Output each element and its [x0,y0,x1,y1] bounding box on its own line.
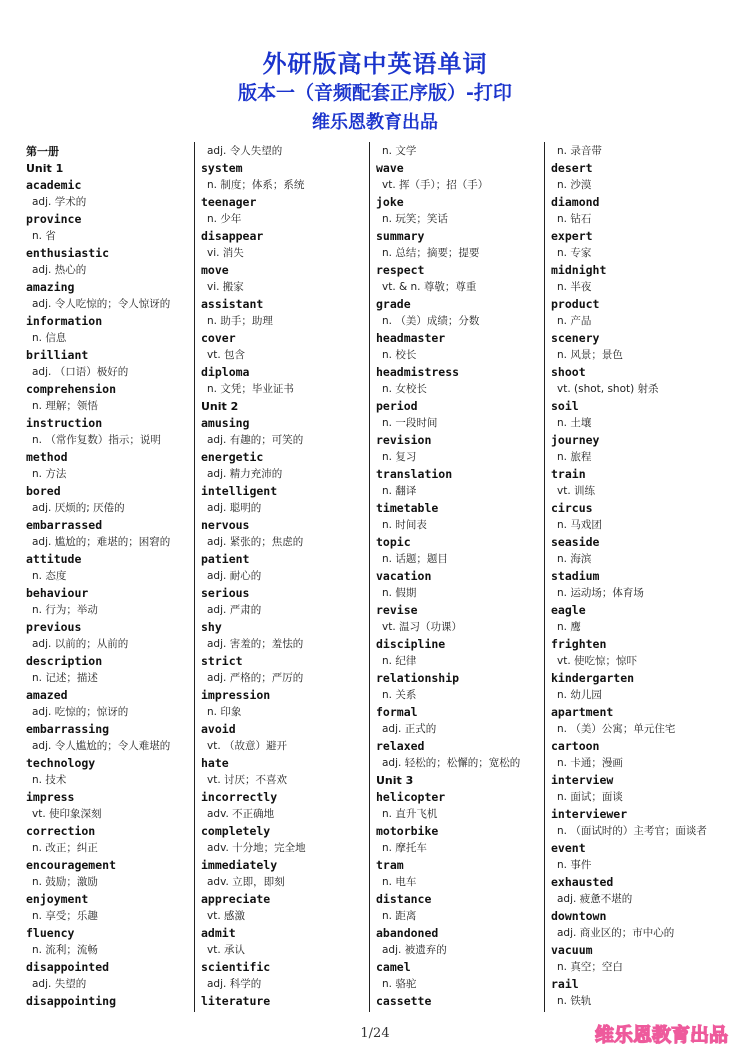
vocab-meaning: n. 距离 [382,910,417,922]
vocab-word: intelligent [201,484,278,498]
vocab-meaning: n. （常作复数）指示；说明 [32,434,161,446]
vocab-meaning: n. （美）公寓；单元住宅 [557,723,676,735]
vocab-meaning: n. 信息 [32,332,67,344]
vocab-meaning: adj. 疲惫不堪的 [557,893,633,905]
vocab-word: translation [376,467,453,481]
vocab-word: method [26,450,68,464]
vocab-meaning: n. （美）成绩；分数 [382,315,480,327]
vocab-meaning: adj. 紧张的；焦虑的 [207,536,304,548]
vocab-meaning: n. 校长 [382,349,417,361]
vocab-meaning: adj. 失望的 [32,978,87,990]
vocab-word: headmistress [376,365,460,379]
vocab-word: abandoned [376,926,439,940]
vocab-column-4 [551,143,721,1010]
vocab-meaning: vt. 讨厌；不喜欢 [207,774,288,786]
vocab-meaning: n. 总结；摘要；提要 [382,247,480,259]
vocab-meaning: adj. 科学的 [207,978,262,990]
vocab-meaning: n. 改正；纠正 [32,842,98,854]
vocab-meaning: n. 海滨 [557,553,592,565]
vocab-meaning: n. 复习 [382,451,417,463]
vocab-meaning: n. 省 [32,230,56,242]
vocab-meaning: n. 事件 [557,859,592,871]
vocab-meaning: n. 专家 [557,247,592,259]
vocab-word: soil [551,399,579,413]
vocab-word: description [26,654,103,668]
vocab-word: energetic [201,450,264,464]
vocab-word: tram [376,858,404,872]
vocab-word: circus [551,501,593,515]
vocab-meaning: n. 产品 [557,315,592,327]
vocab-meaning: vt. 挥（手）；招（手） [382,179,489,191]
vocab-word: vacuum [551,943,593,957]
vocab-meaning: n. 半夜 [557,281,592,293]
vocab-word: immediately [201,858,278,872]
vocab-word: scenery [551,331,600,345]
vocab-meaning: n. 制度；体系；系统 [207,179,305,191]
vocab-column-1 [26,143,196,1010]
vocab-word: move [201,263,229,277]
vocab-meaning: n. 幼儿园 [557,689,602,701]
vocab-word: embarrassing [26,722,110,736]
vocab-meaning: n. 钻石 [557,213,592,225]
vocab-meaning: n. 理解；领悟 [32,400,98,412]
vocab-word: teenager [201,195,257,209]
vocab-word: embarrassed [26,518,103,532]
vocab-word: product [551,297,600,311]
vocab-meaning: adj. 商业区的；市中心的 [557,927,675,939]
vocab-word: discipline [376,637,446,651]
vocab-word: impress [26,790,75,804]
vocab-meaning: n. 技术 [32,774,67,786]
vocab-word: motorbike [376,824,439,838]
vocab-word: attitude [26,552,82,566]
vocab-meaning: n. 沙漠 [557,179,592,191]
vocab-word: cover [201,331,236,345]
vocab-word: topic [376,535,411,549]
vocab-word: exhausted [551,875,614,889]
vocab-meaning: n. 记述；描述 [32,672,98,684]
vocab-meaning: adj. 令人失望的 [207,145,283,157]
vocab-meaning: n. 真空；空白 [557,961,623,973]
vocab-word: shy [201,620,222,634]
vocab-meaning: adj. 轻松的；松懈的；宽松的 [382,757,521,769]
vocab-word: timetable [376,501,439,515]
vocab-word: shoot [551,365,586,379]
vocab-word: strict [201,654,243,668]
vocab-meaning: vt. 使吃惊；惊吓 [557,655,638,667]
vocab-meaning: adj. （口语）极好的 [32,366,129,378]
vocab-word: scientific [201,960,271,974]
vocab-word: disappointed [26,960,110,974]
vocab-meaning: adj. 精力充沛的 [207,468,283,480]
vocab-word: completely [201,824,271,838]
vocab-word: distance [376,892,432,906]
vocab-word: encouragement [26,858,117,872]
vocab-word: bored [26,484,61,498]
vocab-word: hate [201,756,229,770]
vocab-meaning: adj. 以前的；从前的 [32,638,129,650]
vocab-meaning: n. （面试时的）主考官；面谈者 [557,825,707,837]
vocab-word: literature [201,994,271,1008]
vocab-word: journey [551,433,600,447]
vocab-word: frighten [551,637,607,651]
vocab-word: assistant [201,297,264,311]
vocab-meaning: n. 马戏团 [557,519,602,531]
vocab-meaning: n. 翻译 [382,485,417,497]
vocab-word: information [26,314,103,328]
vocab-meaning: n. 行为；举动 [32,604,98,616]
vocab-word: revise [376,603,418,617]
vocab-meaning: vt. 包含 [207,349,246,361]
vocab-meaning: n. 鼓励；激励 [32,876,98,888]
vocab-meaning: adj. 令人尴尬的；令人难堪的 [32,740,171,752]
vocab-meaning: n. 旅程 [557,451,592,463]
vocab-meaning: n. 鹰 [557,621,581,633]
page-title: 外研版高中英语单词 [262,50,488,78]
vocab-meaning: vt. 承认 [207,944,246,956]
vocab-meaning: n. 少年 [207,213,242,225]
vocab-meaning: adj. 正式的 [382,723,437,735]
vocab-word: cartoon [551,739,600,753]
vocab-word: technology [26,756,96,770]
vocab-word: nervous [201,518,250,532]
vocab-word: correction [26,824,96,838]
publisher-line: 维乐恩教育出品 [312,112,438,133]
vocab-meaning: adv. 立即，即刻 [207,876,285,888]
vocab-word: desert [551,161,593,175]
vocab-word: headmaster [376,331,446,345]
vocab-word: amazed [26,688,68,702]
vocab-word: summary [376,229,425,243]
vocab-word: period [376,399,418,413]
vocab-word: brilliant [26,348,89,362]
vocab-meaning: adj. 有趣的；可笑的 [207,434,304,446]
vocab-word: interviewer [551,807,628,821]
vocab-meaning: adv. 十分地；完全地 [207,842,306,854]
vocab-meaning: adj. 聪明的 [207,502,262,514]
vocab-meaning: adj. 学术的 [32,196,87,208]
vocab-meaning: n. 面试；面谈 [557,791,623,803]
vocab-word: comprehension [26,382,117,396]
vocab-word: previous [26,620,82,634]
vocab-word: interview [551,773,614,787]
vocab-word: amazing [26,280,75,294]
vocab-meaning: n. 卡通；漫画 [557,757,623,769]
vocab-meaning: vt. 温习（功课） [382,621,463,633]
vocab-word: behaviour [26,586,89,600]
vocab-word: joke [376,195,404,209]
vocab-meaning: n. 土壤 [557,417,592,429]
vocab-meaning: adv. 不正确地 [207,808,275,820]
vocab-meaning: adj. 热心的 [32,264,87,276]
vocab-meaning: vt. (shot, shot) 射杀 [557,383,659,395]
vocab-meaning: n. 话题；题目 [382,553,448,565]
vocab-word: midnight [551,263,607,277]
vocab-word: disappointing [26,994,117,1008]
vocab-word: amusing [201,416,250,430]
page-subtitle: 版本一（音频配套正序版）-打印 [238,82,512,104]
vocab-meaning: n. 文学 [382,145,417,157]
vocab-meaning: n. 运动场；体育场 [557,587,644,599]
vocab-meaning: vi. 消失 [207,247,244,259]
vocab-meaning: vt. 感激 [207,910,246,922]
vocab-meaning: n. 玩笑；笑话 [382,213,448,225]
vocab-meaning: n. 一段时间 [382,417,438,429]
vocab-word: respect [376,263,425,277]
vocab-word: event [551,841,586,855]
vocab-word: impression [201,688,271,702]
vocab-meaning: vi. 搬家 [207,281,244,293]
vocab-word: expert [551,229,593,243]
vocab-meaning: n. 文凭；毕业证书 [207,383,294,395]
vocab-word: academic [26,178,82,192]
vocab-meaning: adj. 尴尬的；难堪的；困窘的 [32,536,171,548]
vocab-word: incorrectly [201,790,278,804]
vocab-meaning: adj. 被遗弃的 [382,944,447,956]
vocab-meaning: vt. （故意）避开 [207,740,288,752]
vocab-word: formal [376,705,418,719]
vocab-meaning: adj. 害羞的；羞怯的 [207,638,304,650]
vocab-word: vacation [376,569,432,583]
vocab-meaning: n. 骆驼 [382,978,417,990]
vocab-meaning: n. 态度 [32,570,67,582]
vocab-word: kindergarten [551,671,635,685]
vocab-meaning: n. 享受；乐趣 [32,910,98,922]
watermark-logo: 维乐恩教育出品 [594,1024,728,1046]
vocab-word: relaxed [376,739,425,753]
vocab-meaning: vt. & n. 尊敬；尊重 [382,281,477,293]
vocab-meaning: vt. 使印象深刻 [32,808,102,820]
vocab-word: disappear [201,229,264,243]
vocab-word: avoid [201,722,236,736]
vocab-word: grade [376,297,411,311]
vocab-meaning: adj. 吃惊的；惊讶的 [32,706,129,718]
section-heading: Unit 2 [201,400,239,413]
vocab-meaning: n. 方法 [32,468,67,480]
vocab-word: enjoyment [26,892,89,906]
vocab-word: diamond [551,195,600,209]
vocab-word: enthusiastic [26,246,110,260]
vocab-word: admit [201,926,236,940]
vocab-word: downtown [551,909,607,923]
page-number: 1/24 [360,1026,390,1041]
vocab-meaning: n. 关系 [382,689,417,701]
vocab-word: appreciate [201,892,271,906]
vocab-word: stadium [551,569,600,583]
vocab-meaning: n. 印象 [207,706,242,718]
vocab-word: rail [551,977,579,991]
vocab-meaning: n. 摩托车 [382,842,427,854]
vocab-meaning: adj. 厌烦的; 厌倦的 [32,502,125,514]
vocab-meaning: n. 流利；流畅 [32,944,98,956]
vocab-word: wave [376,161,404,175]
vocab-column-3 [376,143,546,1010]
vocab-word: patient [201,552,250,566]
vocab-meaning: adj. 令人吃惊的；令人惊讶的 [32,298,171,310]
vocab-word: train [551,467,586,481]
vocab-word: camel [376,960,411,974]
vocab-meaning: n. 电车 [382,876,417,888]
vocab-meaning: n. 助手；助理 [207,315,273,327]
vocab-word: serious [201,586,250,600]
vocab-word: cassette [376,994,432,1008]
vocab-word: eagle [551,603,586,617]
vocab-meaning: n. 风景；景色 [557,349,623,361]
vocab-meaning: n. 录音带 [557,145,602,157]
vocab-word: system [201,161,243,175]
vocab-word: instruction [26,416,103,430]
section-heading: 第一册 [26,145,59,158]
vocab-meaning: n. 直升飞机 [382,808,438,820]
vocab-word: province [26,212,82,226]
vocab-meaning: adj. 严格的；严厉的 [207,672,304,684]
vocab-word: seaside [551,535,600,549]
vocab-meaning: adj. 严肃的 [207,604,262,616]
vocab-meaning: vt. 训练 [557,485,596,497]
vocab-word: diploma [201,365,250,379]
section-heading: Unit 1 [26,162,64,175]
vocab-word: relationship [376,671,460,685]
vocab-word: revision [376,433,432,447]
vocab-word: fluency [26,926,75,940]
vocab-meaning: n. 纪律 [382,655,417,667]
vocab-meaning: n. 假期 [382,587,417,599]
vocab-word: apartment [551,705,614,719]
vocab-meaning: adj. 耐心的 [207,570,262,582]
vocab-meaning: n. 时间表 [382,519,427,531]
vocab-meaning: n. 铁轨 [557,995,592,1007]
vocab-column-2 [201,143,371,1010]
vocab-meaning: n. 女校长 [382,383,427,395]
vocab-word: helicopter [376,790,446,804]
section-heading: Unit 3 [376,774,414,787]
